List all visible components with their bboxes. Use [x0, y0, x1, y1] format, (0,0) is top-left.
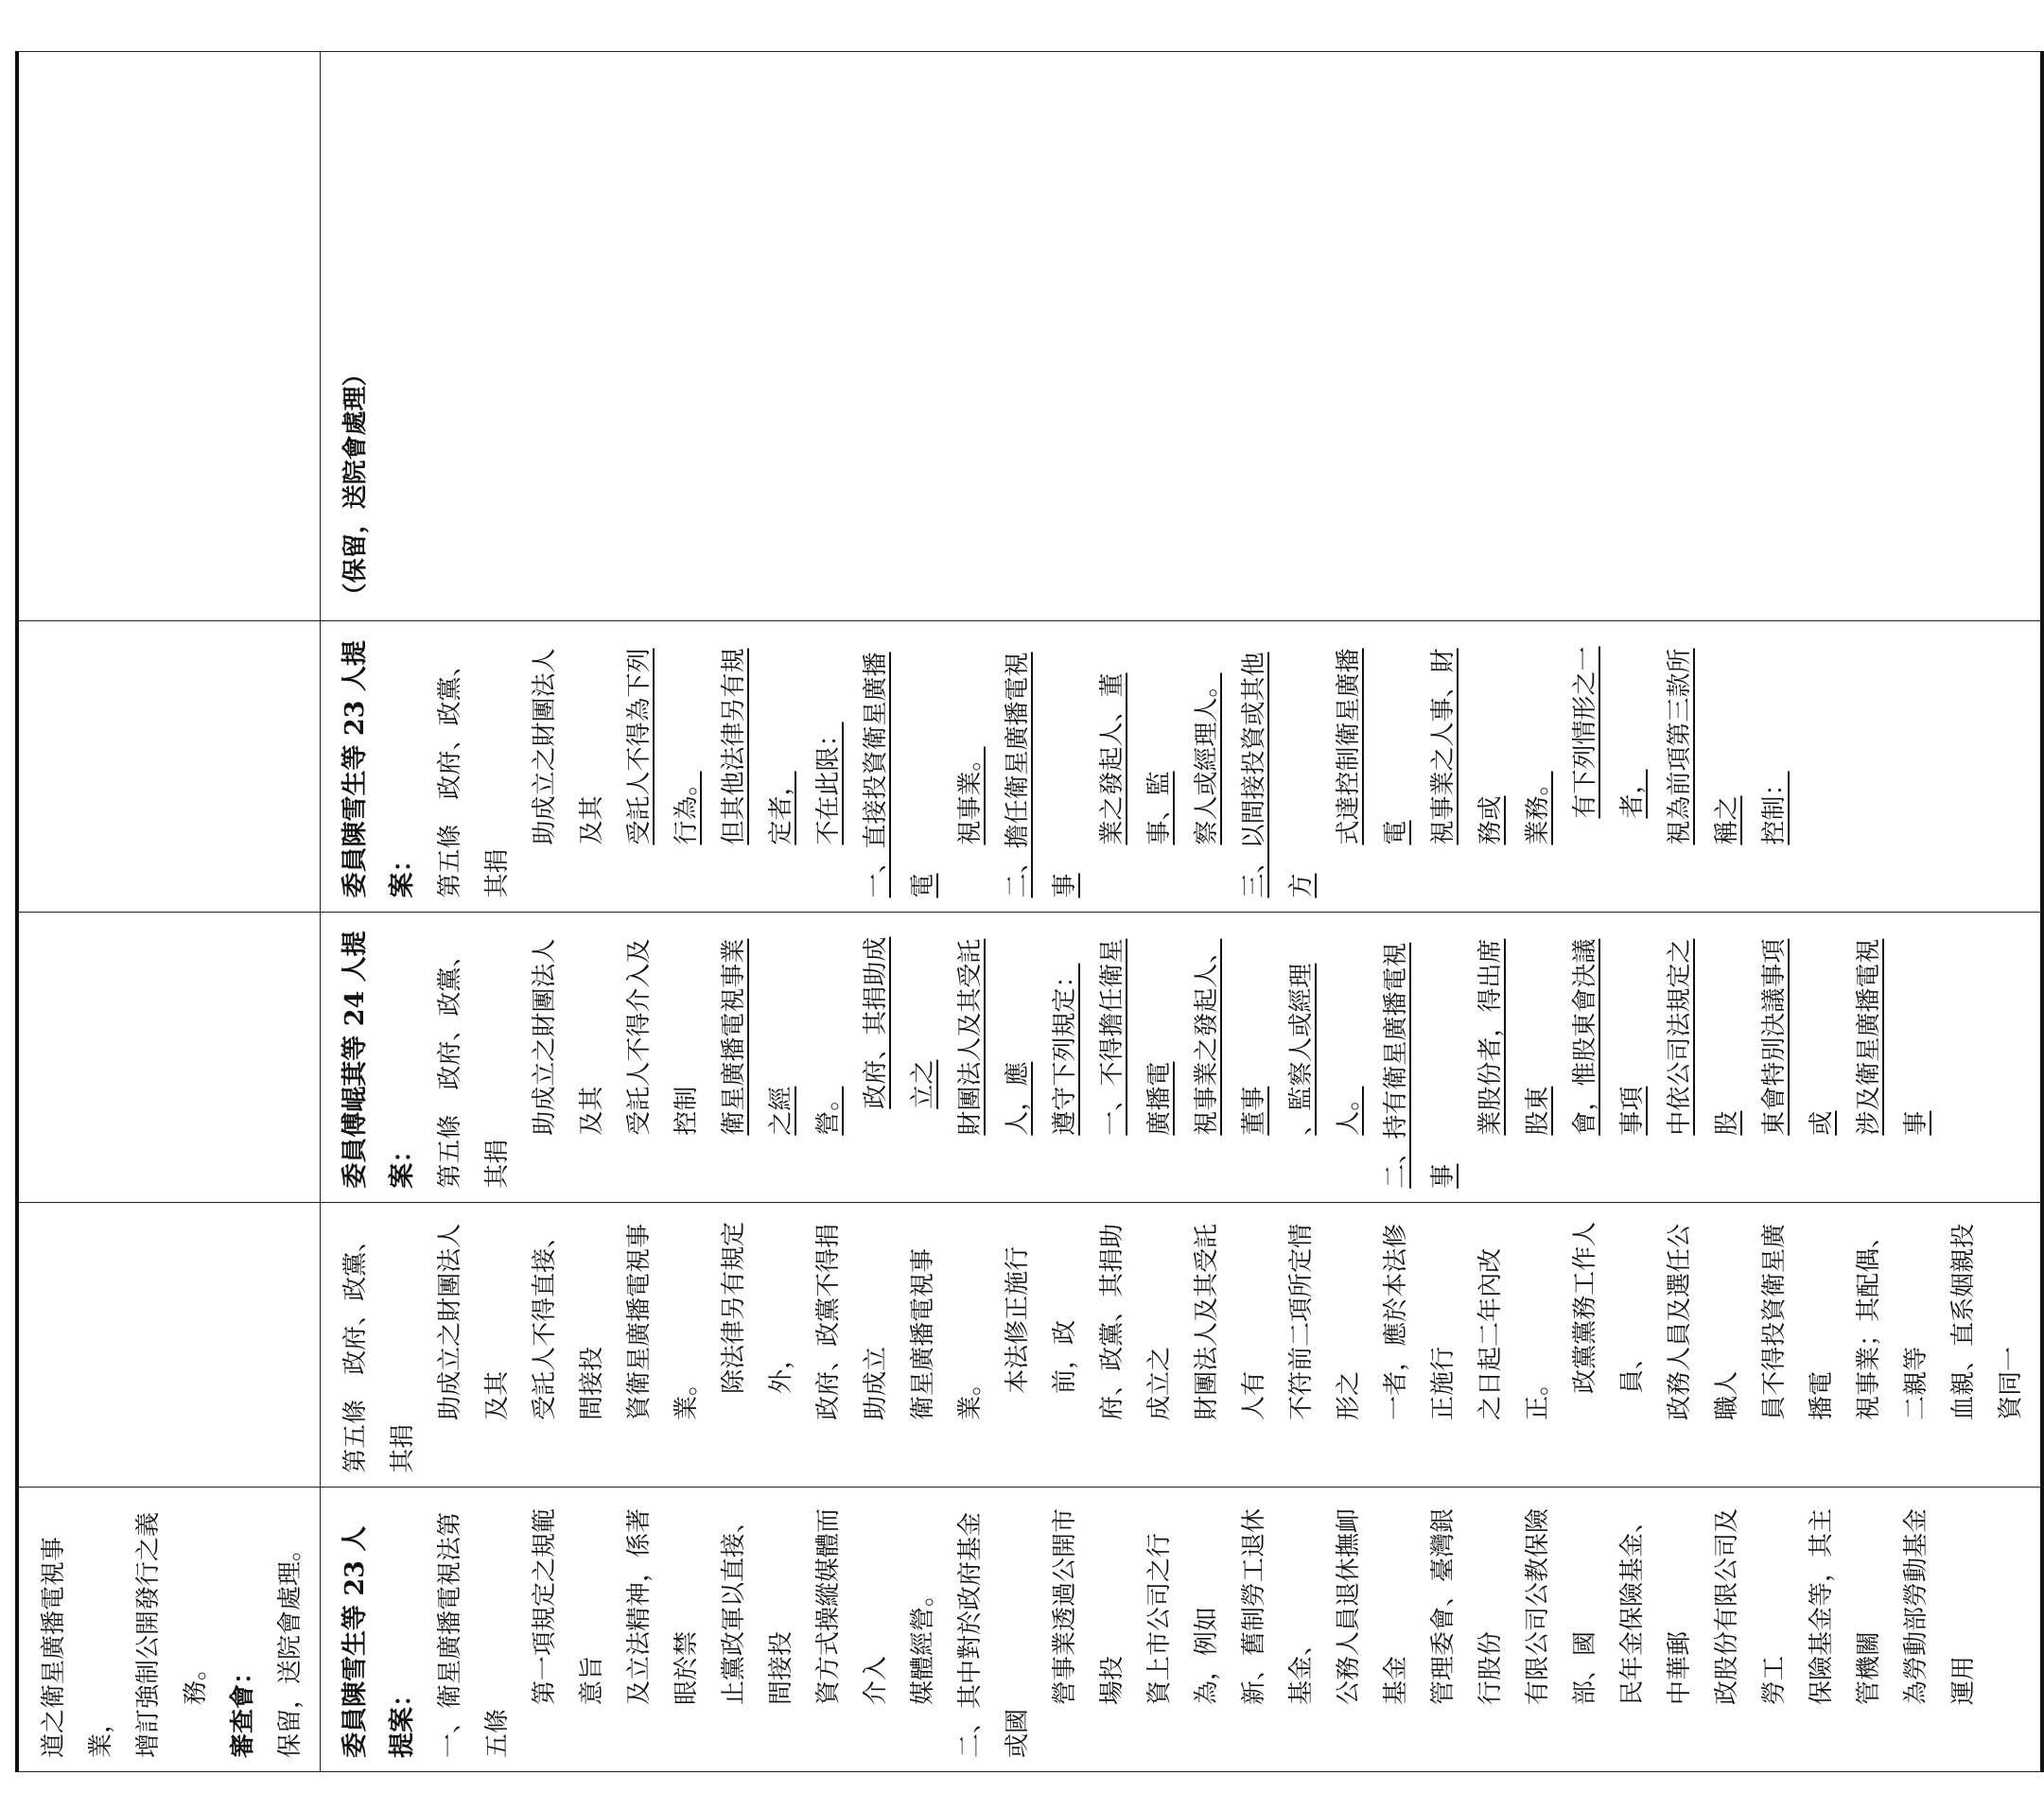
text-line: 第五條 政府、政黨、其捐 [341, 1227, 417, 1473]
text-line: 遵守下列規定： [1051, 963, 1079, 1136]
text-line: 財團法人及其受託人有 [1193, 1223, 1268, 1420]
text-line: 止黨政軍以直接、間接投 [720, 1507, 795, 1705]
text-line: 財團法人及其受託人，應 [956, 938, 1032, 1136]
text-line: 之日起二年內改正。 [1476, 1247, 1552, 1420]
table-row-continuation [17, 52, 321, 1772]
text-line: 一、直接投資衛星廣播電 [862, 652, 937, 898]
text-line: 不符前二項所定情形之 [1287, 1223, 1363, 1420]
text-line: 視事業；其配偶、二親等 [1855, 1223, 1930, 1420]
cell-proposal-fu [321, 912, 2043, 1202]
text-line: 控制： [1760, 771, 1789, 845]
text-line: 業之發起人、董事、監 [1098, 672, 1174, 845]
text-line: 資上市公司之行為，例如 [1145, 1532, 1221, 1705]
text-line: 本法修正施行前，政 [1004, 1245, 1079, 1394]
text-line: 助成立之財團法人及其 [531, 938, 606, 1136]
text-line: 衛星廣播電視事業。 [909, 1247, 985, 1420]
text-line: 受託人不得直接、間接投 [531, 1223, 606, 1420]
text-line: 涉及衛星廣播電視事 [1855, 938, 1930, 1136]
text-line: 二、擔任衛星廣播電視事 [1004, 652, 1079, 898]
review-text: 保留，送院會處理。 [276, 1536, 305, 1758]
text-line: 第五條 政府、政黨、其捐 [436, 942, 512, 1189]
text-line: 式達控制衛星廣播電 [1335, 648, 1410, 845]
text-line: 資方式操縱媒體而介入 [814, 1507, 890, 1705]
text-line: 業股份者，得出席股東 [1476, 938, 1552, 1136]
text-line: 但其他法律另有規定者， [720, 648, 795, 845]
reserve-note: （保留，送院會處理） [341, 361, 370, 608]
text-line: 業務。 [1524, 771, 1552, 845]
text-line: 增訂強制公開發行之義 [134, 1511, 163, 1758]
comparison-table [15, 51, 2044, 1772]
text-line: 管理委會、臺灣銀行股份 [1429, 1507, 1505, 1705]
text-line: 公務人員退休撫卹基金 [1335, 1507, 1410, 1705]
text-line: 東會特別決議事項或 [1760, 938, 1836, 1136]
text-line: 視為前項第三款所稱之 [1666, 648, 1741, 845]
column-heading: 委員陳雪生等 23 人提案： [341, 1525, 417, 1758]
text-line: 資衛星廣播電視事業。 [625, 1223, 701, 1420]
text-line: 視事業之人事、財務或 [1429, 648, 1505, 845]
text-line: 政府、其捐助成立之 [862, 936, 937, 1109]
cell-empty [17, 912, 321, 1202]
text-line: 受託人不得為下列行為。 [625, 648, 701, 845]
text-line: 助成立之財團法人及其 [436, 1223, 512, 1420]
text-line: 民年金保險基金、中華郵 [1618, 1507, 1694, 1705]
text-line: 視事業。 [956, 746, 985, 845]
text-line: 第一項規定之規範意旨 [531, 1507, 606, 1705]
text-line: 及立法精神，係著眼於禁 [625, 1507, 701, 1705]
table-row-article-5 [321, 52, 2043, 1772]
cell-review-result [321, 52, 2043, 621]
text-line: 會，惟股東會決議事項 [1571, 938, 1647, 1136]
text-line: 務。 [182, 1655, 210, 1705]
text-line: 、監察人或經理人。 [1287, 963, 1363, 1136]
cell-current-law [321, 1202, 2043, 1487]
text-line: 府、政黨、其捐助成立之 [1098, 1223, 1174, 1420]
text-line: 營。 [814, 1086, 843, 1136]
column-heading: 委員陳雪生等 23 人提案： [341, 640, 417, 898]
text-line: 保險基金等，其主管機關 [1808, 1507, 1883, 1705]
text-line: 為勞動部勞動基金運用 [1902, 1507, 1978, 1705]
text-line: 中依公司法規定之股 [1666, 938, 1741, 1136]
text-line: 察人或經理人。 [1193, 672, 1221, 845]
text-line: 政府、政黨不得捐助成立 [814, 1223, 890, 1420]
text-line: 有限公司公教保險部、國 [1524, 1507, 1599, 1705]
text-line: 有下列情形之一者， [1571, 646, 1647, 819]
text-line: 一者，應於本法修正施行 [1382, 1223, 1458, 1420]
text-line: 第五條 政府、政黨、其捐 [436, 652, 512, 898]
text-line: 員不得投資衛星廣播電 [1760, 1223, 1836, 1420]
text-line: 營事業透過公開市場投 [1051, 1507, 1127, 1705]
text-line: 政股份有限公司及勞工 [1713, 1507, 1789, 1705]
review-label: 審查會： [229, 1659, 257, 1758]
text-line: 二、其中對於政府基金或國 [956, 1511, 1032, 1758]
text-line: 血親、直系姻親投資同一 [1949, 1223, 2025, 1420]
text-line: 政黨黨務工作人員、 [1571, 1221, 1647, 1394]
text-line: 一、不得擔任衛星廣播電 [1098, 938, 1174, 1136]
column-heading: 委員傅崐萁等 24 人提案： [341, 931, 417, 1189]
text-line: 政務人員及選任公職人 [1666, 1223, 1741, 1420]
text-line: 道之衛星廣播電視事業， [40, 1536, 115, 1758]
cell-continuation-explanation [17, 1487, 321, 1771]
text-line: 二、持有衛星廣播電視事 [1382, 942, 1458, 1189]
cell-empty [17, 1202, 321, 1487]
cell-explanation [321, 1487, 2043, 1771]
text-line: 三、以間接投資或其他方 [1240, 652, 1316, 898]
text-line: 助成立之財團法人及其 [531, 648, 606, 845]
cell-empty [17, 621, 321, 912]
cell-empty [17, 52, 321, 621]
text-line: 受託人不得介入及控制 [625, 938, 701, 1136]
text-line: 衛星廣播電視事業之經 [720, 938, 795, 1136]
text-line: 新、舊制勞工退休基金、 [1240, 1507, 1316, 1705]
text-line: 視事業之發起人、董事 [1193, 938, 1268, 1136]
text-line: 除法律另有規定外， [720, 1221, 795, 1394]
text-line: 一、衛星廣播電視法第五條 [436, 1511, 512, 1758]
cell-proposal-chen [321, 621, 2043, 912]
text-line: 不在此限： [814, 722, 843, 845]
text-line: 媒體經營。 [909, 1581, 937, 1705]
